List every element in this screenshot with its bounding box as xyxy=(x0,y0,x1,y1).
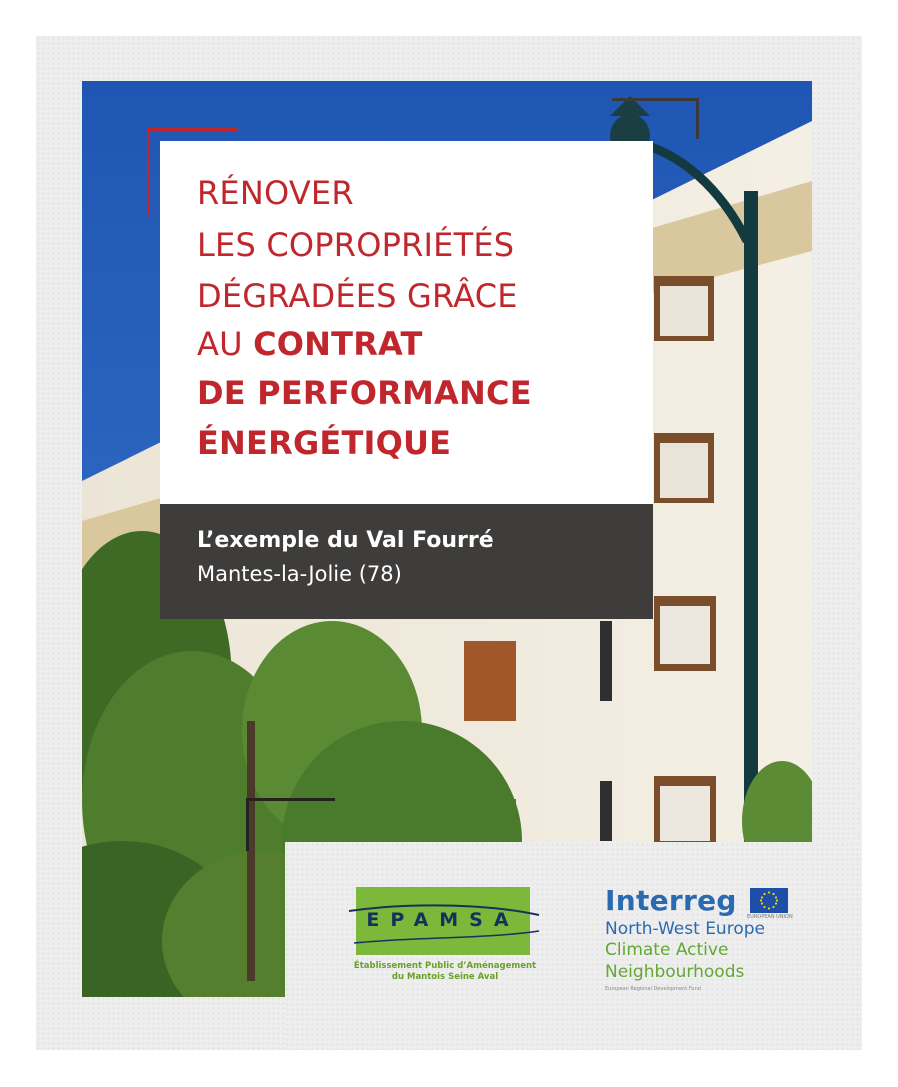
epamsa-logo xyxy=(352,883,537,1009)
fund-label: European Regional Development Fund xyxy=(605,986,701,992)
interreg-wordmark: Interreg xyxy=(605,884,737,917)
epamsa-wordmark: EPAMSA xyxy=(366,909,520,931)
epamsa-caption: Établissement Public d’Aménagement du Mantois Seine Aval xyxy=(353,961,537,982)
subtitle: L’exemple du Val Fourré xyxy=(197,528,494,553)
project-name: Neighbourhoods xyxy=(605,962,745,982)
decorative-corner xyxy=(612,98,699,139)
title-line: ÉNERGÉTIQUE xyxy=(197,424,452,462)
title-line: DÉGRADÉES GRÂCE xyxy=(197,277,518,315)
interreg-logo xyxy=(605,884,845,1004)
project-name: Climate Active xyxy=(605,940,729,960)
title-line: RÉNOVER xyxy=(197,174,354,212)
title-line: LES COPROPRIÉTÉS xyxy=(197,226,515,264)
title-line: AU CONTRAT xyxy=(197,325,423,363)
title-line: DE PERFORMANCE xyxy=(197,374,532,412)
title-block xyxy=(160,141,653,504)
window xyxy=(464,641,516,721)
logo-panel xyxy=(285,842,862,1050)
location: Mantes-la-Jolie (78) xyxy=(197,562,402,586)
subtitle-band xyxy=(160,504,653,619)
eu-label: EUROPEAN UNION xyxy=(747,914,793,920)
programme-name: North-West Europe xyxy=(605,919,765,939)
eu-flag-icon xyxy=(750,888,788,913)
